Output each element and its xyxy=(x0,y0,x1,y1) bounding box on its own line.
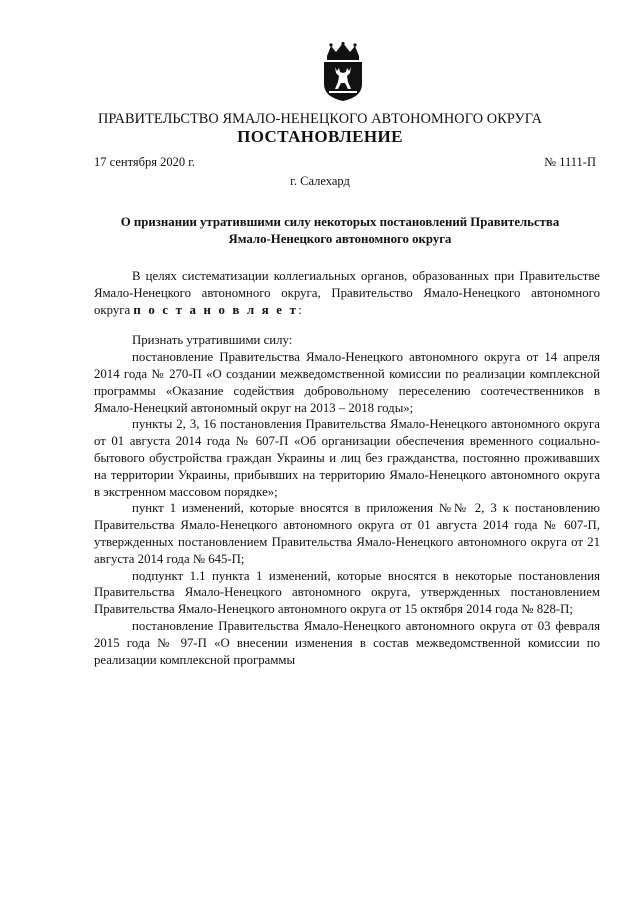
document-body xyxy=(94,268,600,668)
document-city: г. Салехард xyxy=(290,174,350,188)
list-item: постановление Правительства Ямало-Ненецкого автономного округа от 03 февраля 2015 года № 97-П «О внесении изменения в состав межведомственной комиссии по реализации комплексной программы xyxy=(94,618,600,667)
declare-paragraph: Признать утратившими силу: xyxy=(132,333,293,348)
list-item: пункты 2, 3, 16 постановления Правительства Ямало-Ненецкого автономного округа от 01 августа 2014 года № 607-П «Об организации обеспечения временного социально-бытового обустройства граждан Украины и лиц без гражданства, постоянно проживавших на территории Украины, прибывших на территорию Ямало-Ненецкого автономного округа в экстренном массовом порядке»; xyxy=(94,417,600,499)
decree-verb: п о с т а н о в л я е т xyxy=(133,302,299,317)
list-item: пункт 1 изменений, которые вносятся в приложения №№ 2, 3 к постановлению Правительства Ямало-Ненецкого автономного округа от 01 августа 2014 года № 607-П, утвержденных постановлением Правительства Ямало-Ненецкого автономного округа от 21 августа 2014 года № 645-П; xyxy=(94,501,600,566)
list-item: постановление Правительства Ямало-Ненецкого автономного округа от 14 апреля 2014 года № 270-П «О создании межведомственной комиссии по реализации комплексной программы «Оказание содействия добровольному переселению соотечественников в Ямало-Ненецкий автономный округ на 2013 – 2018 годы»; xyxy=(94,350,600,415)
intro-text: В целях систематизации коллегиальных органов, образованных при Правительстве Ямало-Ненецкого автономного округа, Правительство Ямало-Ненецкого автономного округа xyxy=(94,269,600,317)
intro-end: : xyxy=(298,302,302,317)
coat-of-arms-icon xyxy=(321,42,365,102)
document-type-title: ПОСТАНОВЛЕНИЕ xyxy=(237,127,403,146)
document-subject xyxy=(70,214,610,248)
document-date: 17 сентября 2020 г. xyxy=(94,155,196,169)
subject-line-2: Ямало-Ненецкого автономного округа xyxy=(228,232,452,246)
list-item: подпункт 1.1 пункта 1 изменений, которые вносятся в некоторые постановления Правительства Ямало-Ненецкого автономного округа, утвержденных постановлением Правительства Ямало-Ненецкого автономного округа от 15 октября 2014 года № 828-П; xyxy=(94,568,600,617)
subject-line-1: О признании утратившими силу некоторых постановлений Правительства xyxy=(120,215,560,229)
intro-paragraph xyxy=(94,268,600,318)
document-number: № 1111-П xyxy=(544,155,596,169)
government-title: ПРАВИТЕЛЬСТВО ЯМАЛО-НЕНЕЦКОГО АВТОНОМНОГО ОКРУГА xyxy=(97,111,543,127)
